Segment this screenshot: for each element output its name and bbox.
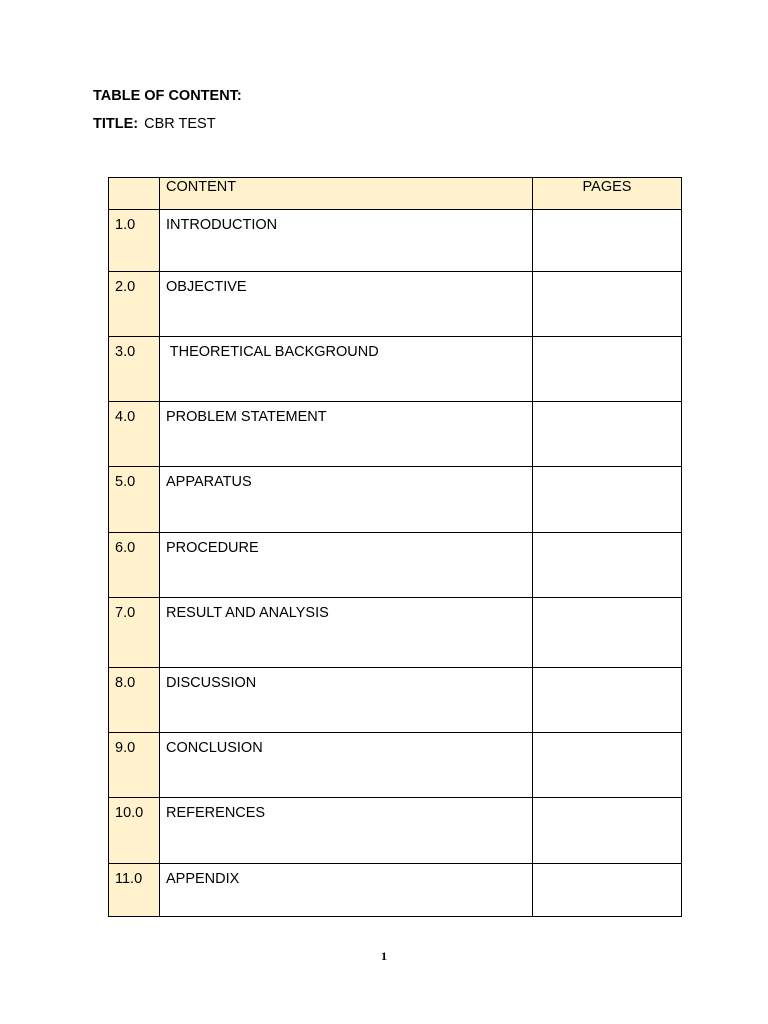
- toc-row: [109, 210, 682, 272]
- row-content: PROCEDURE: [160, 533, 533, 598]
- toc-row: [109, 337, 682, 402]
- page-number: 1: [381, 949, 387, 963]
- toc-row: [109, 864, 682, 917]
- title-value: CBR TEST: [144, 116, 216, 132]
- toc-row: [109, 467, 682, 533]
- toc-table: [108, 177, 682, 917]
- toc-header-row: [109, 178, 682, 210]
- row-content: DISCUSSION: [160, 668, 533, 733]
- row-number: 11.0: [109, 864, 160, 917]
- row-pages: [533, 210, 682, 272]
- toc-row: [109, 272, 682, 337]
- row-number: 5.0: [109, 467, 160, 533]
- toc-row: [109, 402, 682, 467]
- toc-heading: TABLE OF CONTENT:: [93, 88, 242, 104]
- toc-row: [109, 798, 682, 864]
- row-content: APPENDIX: [160, 864, 533, 917]
- header-pages: PAGES: [533, 178, 682, 210]
- row-content: REFERENCES: [160, 798, 533, 864]
- header-content: CONTENT: [160, 178, 533, 210]
- row-number: 7.0: [109, 598, 160, 668]
- row-content: OBJECTIVE: [160, 272, 533, 337]
- row-content: INTRODUCTION: [160, 210, 533, 272]
- row-content: RESULT AND ANALYSIS: [160, 598, 533, 668]
- row-pages: [533, 533, 682, 598]
- row-pages: [533, 733, 682, 798]
- row-content: APPARATUS: [160, 467, 533, 533]
- row-number: 8.0: [109, 668, 160, 733]
- row-pages: [533, 467, 682, 533]
- row-pages: [533, 598, 682, 668]
- header-number: [109, 178, 160, 210]
- row-number: 2.0: [109, 272, 160, 337]
- toc-row: [109, 733, 682, 798]
- row-content: CONCLUSION: [160, 733, 533, 798]
- row-pages: [533, 402, 682, 467]
- row-number: 6.0: [109, 533, 160, 598]
- row-pages: [533, 668, 682, 733]
- row-number: 3.0: [109, 337, 160, 402]
- row-number: 1.0: [109, 210, 160, 272]
- row-number: 4.0: [109, 402, 160, 467]
- row-pages: [533, 864, 682, 917]
- document-title: [93, 116, 216, 132]
- row-content: THEORETICAL BACKGROUND: [160, 337, 533, 402]
- row-number: 10.0: [109, 798, 160, 864]
- toc-row: [109, 533, 682, 598]
- row-pages: [533, 798, 682, 864]
- row-number: 9.0: [109, 733, 160, 798]
- row-content: PROBLEM STATEMENT: [160, 402, 533, 467]
- row-pages: [533, 272, 682, 337]
- row-pages: [533, 337, 682, 402]
- toc-row: [109, 668, 682, 733]
- title-label: TITLE:: [93, 116, 139, 132]
- toc-row: [109, 598, 682, 668]
